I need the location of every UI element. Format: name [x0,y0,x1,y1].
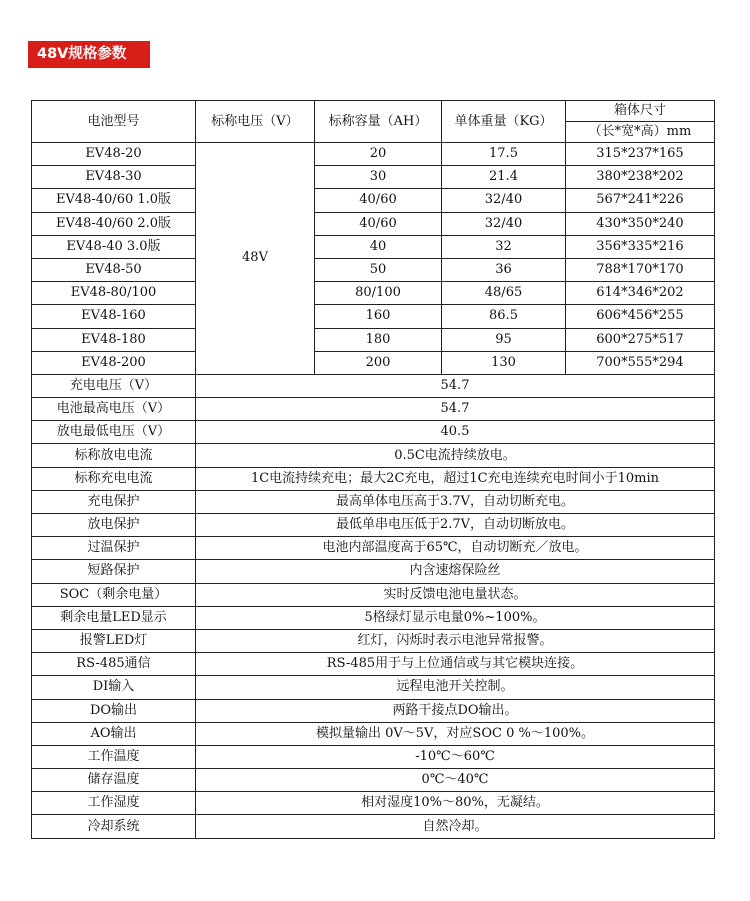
header-voltage: 标称电压（V） [196,101,315,143]
param-row [32,815,715,838]
capacity-cell: 50 [315,258,442,281]
param-row [32,699,715,722]
param-label: 放电保护 [32,514,196,537]
param-value: -10℃～60℃ [196,745,715,768]
param-value: 54.7 [196,374,715,397]
model-name-cell: EV48-40 3.0版 [32,235,196,258]
param-label: 电池最高电压（V） [32,398,196,421]
model-name-cell: EV48-50 [32,258,196,281]
param-row [32,629,715,652]
param-row [32,653,715,676]
param-value: 内含速熔保险丝 [196,560,715,583]
box-size-cell: 788*170*170 [566,258,715,281]
weight-cell: 95 [442,328,566,351]
model-name-cell: EV48-200 [32,351,196,374]
param-row [32,514,715,537]
param-row [32,444,715,467]
param-row [32,722,715,745]
param-row [32,606,715,629]
section-title: 48V规格参数 [28,41,150,67]
model-row [32,305,715,328]
param-value: 0.5C电流持续放电。 [196,444,715,467]
box-size-cell: 567*241*226 [566,189,715,212]
model-name-cell: EV48-30 [32,166,196,189]
param-value: 模拟量输出 0V～5V，对应SOC 0 %～100%。 [196,722,715,745]
param-value: 最高单体电压高于3.7V，自动切断充电。 [196,490,715,513]
param-label: AO输出 [32,722,196,745]
param-row [32,467,715,490]
param-label: 放电最低电压（V） [32,421,196,444]
param-row [32,398,715,421]
param-label: DI输入 [32,676,196,699]
capacity-cell: 160 [315,305,442,328]
param-value: 红灯，闪烁时表示电池异常报警。 [196,629,715,652]
capacity-cell: 20 [315,143,442,166]
box-size-cell: 430*350*240 [566,212,715,235]
model-name-cell: EV48-40/60 2.0版 [32,212,196,235]
param-label: 剩余电量LED显示 [32,606,196,629]
param-value: 相对湿度10%～80%，无凝结。 [196,792,715,815]
box-size-cell: 700*555*294 [566,351,715,374]
param-label: 报警LED灯 [32,629,196,652]
param-row [32,769,715,792]
model-name-cell: EV48-20 [32,143,196,166]
capacity-cell: 40 [315,235,442,258]
param-row [32,421,715,444]
model-name-cell: EV48-180 [32,328,196,351]
header-capacity: 标称容量（AH） [315,101,442,143]
model-row [32,328,715,351]
param-label: 储存温度 [32,769,196,792]
nominal-voltage-cell: 48V [196,143,315,375]
capacity-cell: 180 [315,328,442,351]
model-row [32,166,715,189]
param-value: 最低单串电压低于2.7V，自动切断放电。 [196,514,715,537]
model-row [32,143,715,166]
param-value: 1C电流持续充电；最大2C充电，超过1C充电连续充电时间小于10min [196,467,715,490]
model-row [32,235,715,258]
weight-cell: 32/40 [442,212,566,235]
box-size-cell: 606*456*255 [566,305,715,328]
param-value: 远程电池开关控制。 [196,676,715,699]
spec-table [31,100,715,839]
param-label: 冷却系统 [32,815,196,838]
weight-cell: 130 [442,351,566,374]
param-label: 标称充电电流 [32,467,196,490]
model-name-cell: EV48-40/60 1.0版 [32,189,196,212]
box-size-cell: 356*335*216 [566,235,715,258]
param-row [32,676,715,699]
param-row [32,792,715,815]
param-row [32,537,715,560]
param-label: 工作温度 [32,745,196,768]
param-value: 54.7 [196,398,715,421]
model-name-cell: EV48-80/100 [32,282,196,305]
param-value: 电池内部温度高于65℃，自动切断充／放电。 [196,537,715,560]
param-label: 充电电压（V） [32,374,196,397]
param-label: DO输出 [32,699,196,722]
param-value: 实时反馈电池电量状态。 [196,583,715,606]
weight-cell: 32 [442,235,566,258]
box-size-cell: 315*237*165 [566,143,715,166]
param-row [32,745,715,768]
weight-cell: 32/40 [442,189,566,212]
param-label: 工作湿度 [32,792,196,815]
model-row [32,282,715,305]
header-box-size: 箱体尺寸 [566,101,715,122]
param-row [32,374,715,397]
model-row [32,212,715,235]
model-row [32,351,715,374]
capacity-cell: 40/60 [315,212,442,235]
param-row [32,560,715,583]
param-row [32,583,715,606]
model-name-cell: EV48-160 [32,305,196,328]
model-row [32,189,715,212]
param-label: 标称放电电流 [32,444,196,467]
header-weight: 单体重量（KG） [442,101,566,143]
title-underline [28,66,150,68]
param-value: 0℃～40℃ [196,769,715,792]
param-value: 40.5 [196,421,715,444]
param-label: SOC（剩余电量） [32,583,196,606]
weight-cell: 36 [442,258,566,281]
weight-cell: 48/65 [442,282,566,305]
box-size-cell: 380*238*202 [566,166,715,189]
weight-cell: 86.5 [442,305,566,328]
header-box-unit: （长*宽*高）mm [566,122,715,143]
capacity-cell: 30 [315,166,442,189]
param-label: RS-485通信 [32,653,196,676]
capacity-cell: 200 [315,351,442,374]
weight-cell: 17.5 [442,143,566,166]
param-row [32,490,715,513]
capacity-cell: 80/100 [315,282,442,305]
box-size-cell: 600*275*517 [566,328,715,351]
param-label: 充电保护 [32,490,196,513]
capacity-cell: 40/60 [315,189,442,212]
header-model: 电池型号 [32,101,196,143]
param-value: 5格绿灯显示电量0%~100%。 [196,606,715,629]
weight-cell: 21.4 [442,166,566,189]
param-value: RS-485用于与上位通信或与其它模块连接。 [196,653,715,676]
box-size-cell: 614*346*202 [566,282,715,305]
param-label: 短路保护 [32,560,196,583]
model-row [32,258,715,281]
param-value: 两路干接点DO输出。 [196,699,715,722]
param-label: 过温保护 [32,537,196,560]
param-value: 自然冷却。 [196,815,715,838]
